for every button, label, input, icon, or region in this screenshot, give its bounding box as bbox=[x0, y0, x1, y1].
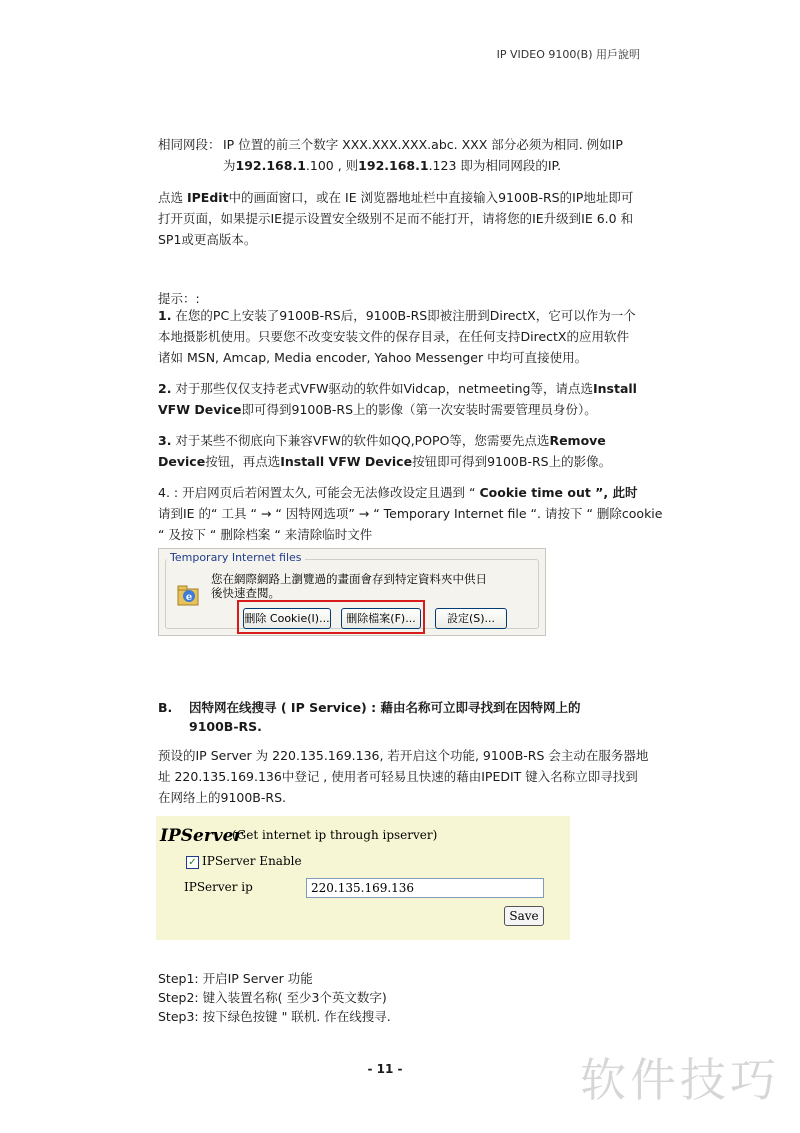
section-b-heading-line-1: 因特网在线搜寻 ( IP Service) : 藉由名称可立即寻找到在因特网上的 bbox=[189, 700, 581, 715]
step-3: Step3: 按下绿色按键 " 联机. 作在线搜寻. bbox=[158, 1009, 391, 1024]
ipserver-subtitle: (Get internet ip through ipserver) bbox=[232, 828, 438, 842]
ipedit-line-1: 点选 IPEdit中的画面窗口，或在 IE 浏览器地址栏中直接输入9100B-RS的IP地址即可 bbox=[158, 190, 634, 205]
section-b-letter: B. bbox=[158, 700, 173, 715]
tif-message-line-1: 您在網際網路上瀏覽過的畫面會存到特定資料夾中供日 bbox=[211, 572, 487, 586]
ipserver-ip-input[interactable]: 220.135.169.136 bbox=[306, 878, 544, 898]
tip-3-line-2: Device按钮，再点选Install VFW Device按钮即可得到9100B-RS上的影像。 bbox=[158, 454, 612, 469]
tip-1-line-2: 本地摄影机使用。只要您不改变安装文件的保存目录，在任何支持DirectX的应用软件 bbox=[158, 329, 629, 344]
tip-1-line-1: 1. 在您的PC上安装了9100B-RS后，9100B-RS即被注册到DirectX，它可以作为一个 bbox=[158, 308, 636, 323]
delete-files-button[interactable]: 刪除檔案(F)... bbox=[341, 608, 421, 629]
save-button[interactable]: Save bbox=[504, 906, 544, 926]
watermark: 软件技巧 bbox=[580, 1053, 780, 1107]
ipedit-line-2: 打开页面，如果提示IE提示设置安全级别不足而不能打开，请将您的IE升级到IE 6.0 和 bbox=[158, 211, 634, 226]
svg-text:e: e bbox=[185, 592, 193, 603]
tip-1-line-3: 诸如 MSN, Amcap, Media encoder, Yahoo Messenger 中均可直接使用。 bbox=[158, 350, 588, 365]
section-b-para-line-2: 址 220.135.169.136中登记 , 使用者可轻易且快速的藉由IPEDIT 键入名称立即寻找到 bbox=[158, 769, 638, 784]
highlight-box bbox=[237, 600, 425, 634]
delete-cookie-button[interactable]: 刪除 Cookie(I)... bbox=[243, 608, 331, 629]
section-b-heading-line-2: 9100B-RS. bbox=[189, 719, 262, 734]
temporary-internet-files-dialog bbox=[158, 548, 546, 636]
tip-4-line-2: 请到IE 的“ 工具 “ → “ 因特网选项” → “ Temporary Internet file “. 请按下 “ 删除cookie bbox=[158, 506, 663, 521]
tip-2-line-2: VFW Device即可得到9100B-RS上的影像（第一次安装时需要管理员身份）。 bbox=[158, 402, 597, 417]
ipserver-enable-checkbox[interactable]: ✓ bbox=[186, 856, 199, 869]
ipedit-line-3: SP1或更高版本。 bbox=[158, 232, 257, 247]
page-header: IP VIDEO 9100(B) 用戶說明 bbox=[496, 48, 640, 61]
ipserver-enable-label: IPServer Enable bbox=[202, 854, 302, 868]
internet-explorer-icon bbox=[175, 581, 201, 607]
ipserver-title: IPServer bbox=[160, 826, 243, 846]
tip-3-line-1: 3. 对于某些不彻底向下兼容VFW的软件如QQ,POPO等，您需要先点选Remove bbox=[158, 433, 606, 448]
subnet-line-2: 为192.168.1.100 , 则192.168.1.123 即为相同网段的IP. bbox=[223, 158, 562, 173]
section-b-para-line-3: 在网络上的9100B-RS. bbox=[158, 790, 286, 805]
step-1: Step1: 开启IP Server 功能 bbox=[158, 971, 313, 986]
tips-title: 提示：: bbox=[158, 291, 200, 306]
settings-button[interactable]: 設定(S)... bbox=[435, 608, 507, 629]
section-b-para-line-1: 预设的IP Server 为 220.135.169.136, 若开启这个功能, 9100B-RS 会主动在服务器地 bbox=[158, 748, 649, 763]
subnet-label: 相同网段： bbox=[158, 137, 221, 152]
tif-legend: Temporary Internet files bbox=[167, 551, 305, 564]
tip-4-line-3: “ 及按下 “ 删除档案 “ 来清除临时文件 bbox=[158, 527, 373, 542]
tip-4-line-1: 4. : 开启网页后若闲置太久, 可能会无法修改设定且遇到 “ Cookie time out ”, 此时 bbox=[158, 485, 638, 500]
tip-2-line-1: 2. 对于那些仅仅支持老式VFW驱动的软件如Vidcap，netmeeting等，请点选Install bbox=[158, 381, 637, 396]
ipserver-ip-label: IPServer ip bbox=[184, 880, 253, 894]
tif-message-line-2: 後快速查閱。 bbox=[211, 586, 280, 600]
ipserver-panel bbox=[156, 816, 570, 940]
page-number: - 11 - bbox=[367, 1062, 403, 1076]
subnet-line-1: IP 位置的前三个数字 XXX.XXX.XXX.abc. XXX 部分必须为相同. 例如IP bbox=[223, 137, 623, 152]
step-2: Step2: 键入装置名称( 至少3个英文数字) bbox=[158, 990, 387, 1005]
